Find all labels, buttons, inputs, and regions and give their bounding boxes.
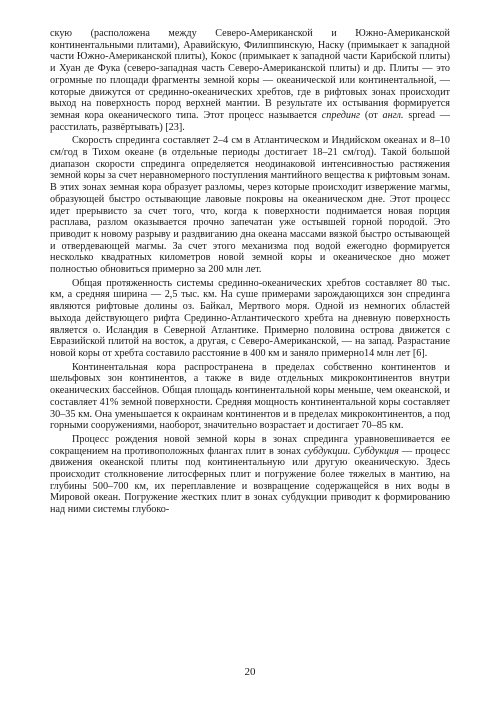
text-run: Континентальная кора распространена в пределах собственно континентов и шельфовых зон континентов, а также в виде отдельных микроконтинентов внутри океанических бассейнов. Общая площадь континентальной коры меньше, чем океанской, и составляет 41% земной поверхности. Средняя мощность континентальной коры составляет 30–35 км. Она уменьшается к окраинам континентов и в пределах микроконтинентов, а под горными сооружениями, наоборот, значительно возрастает и достигает 70–85 км. <box>50 361 450 432</box>
text-run: Скорость спрединга составляет 2–4 см в Атлантическом и Индийском океанах и 8–10 см/год в Тихом океане (в отдельные периоды достигает 18–21 см/год). Такой большой диапазон скорости спрединга определяется неодинаковой интенсивностью растяжения земной коры за счет неравномерного поступления мантийного вещества к рифтовым зонам. В этих зонах земная кора образует разломы, через которые происходит извержение магмы, образующей быстро остывающие лавовые покровы на океаническом дне. Этот процесс идет прерывисто за счет того, что, когда к поверхности поднимается новая порция расплава, разлом оказывается прочно запечатан уже остывшей горной породой. Это приводит к новому разрыву и раздвиганию дна океана массами вязкой быстро остывающей и отвердевающей магмы. За счет этого механизма под водой ежегодно формируется несколько квадратных километров новой земной коры и океаническое дно может полностью обновиться примерно за 200 млн лет. <box>50 135 450 276</box>
paragraph <box>50 28 450 133</box>
paragraph <box>50 278 450 360</box>
text-run: скую (расположена между Северо-Американской и Южно-Американской континентальными плитами), Аравийскую, Филиппинскую, Наску (примыкает к западной части Южно-Американской плиты), Кокос (примыкает к западной части Карибской плиты) и Хуан де Фука (северо-западная часть Северо-Американской плиты) и др. Плиты — это огромные по площади фрагменты земной коры — океанической или континентальной, — которые движутся от срединно-океанических хребтов, где в рифтовых зонах происходит выход на поверхность пород верхней мантии. В результате их остывания формируется земная кора океанического типа. Этот процесс называется <box>50 28 450 121</box>
paragraph <box>50 135 450 275</box>
page-number: 20 <box>244 666 256 678</box>
text-run: — процесс движения океанской плиты под континентальную или другую океаническую. Здесь происходит столкновение литосферных плит и погружение более тяжелых в мантию, на глубины 500–700 км, их переплавление и возвращение содержащейся в них воды в Мировой океан. Погружение жестких плит в зонах субдукции приводит к формированию над ними системы глубоко- <box>50 445 450 516</box>
italic-term: субдукции <box>303 445 348 457</box>
text-run: (от <box>360 109 383 121</box>
body-text <box>50 28 450 516</box>
paragraph <box>50 434 450 516</box>
italic-term: Субдукция <box>353 445 399 457</box>
paragraph <box>50 362 450 432</box>
text-run: . <box>347 445 354 457</box>
text-run: Общая протяженность системы срединно-океанических хребтов составляет 80 тыс. км, а средняя ширина — 2,5 тыс. км. На суше примерами зарождающихся зон спрединга являются рифтовые долины оз. Байкал, Мертвого моря. Одной из немногих областей выхода действующего рифта Срединно-Атлантического хребта на дневную поверхность является о. Исландия в Северной Атлантике. Примерно половина острова движется с Евразийской плитой на восток, а другая, с Северо-Американской, — на запад. Разрастание новой коры от хребта составило расстояние в 400 км и заняло примерно14 млн лет [6]. <box>50 277 450 359</box>
text-run: Процесс рождения новой земной коры в зонах спрединга уравновешивается ее сокращением на противоположных флангах плит в зонах <box>50 433 450 457</box>
text-run: spread — расстилать, развёртывать) [23]. <box>50 109 450 133</box>
italic-term: англ. <box>382 109 404 121</box>
italic-term: спрединг <box>321 109 360 121</box>
